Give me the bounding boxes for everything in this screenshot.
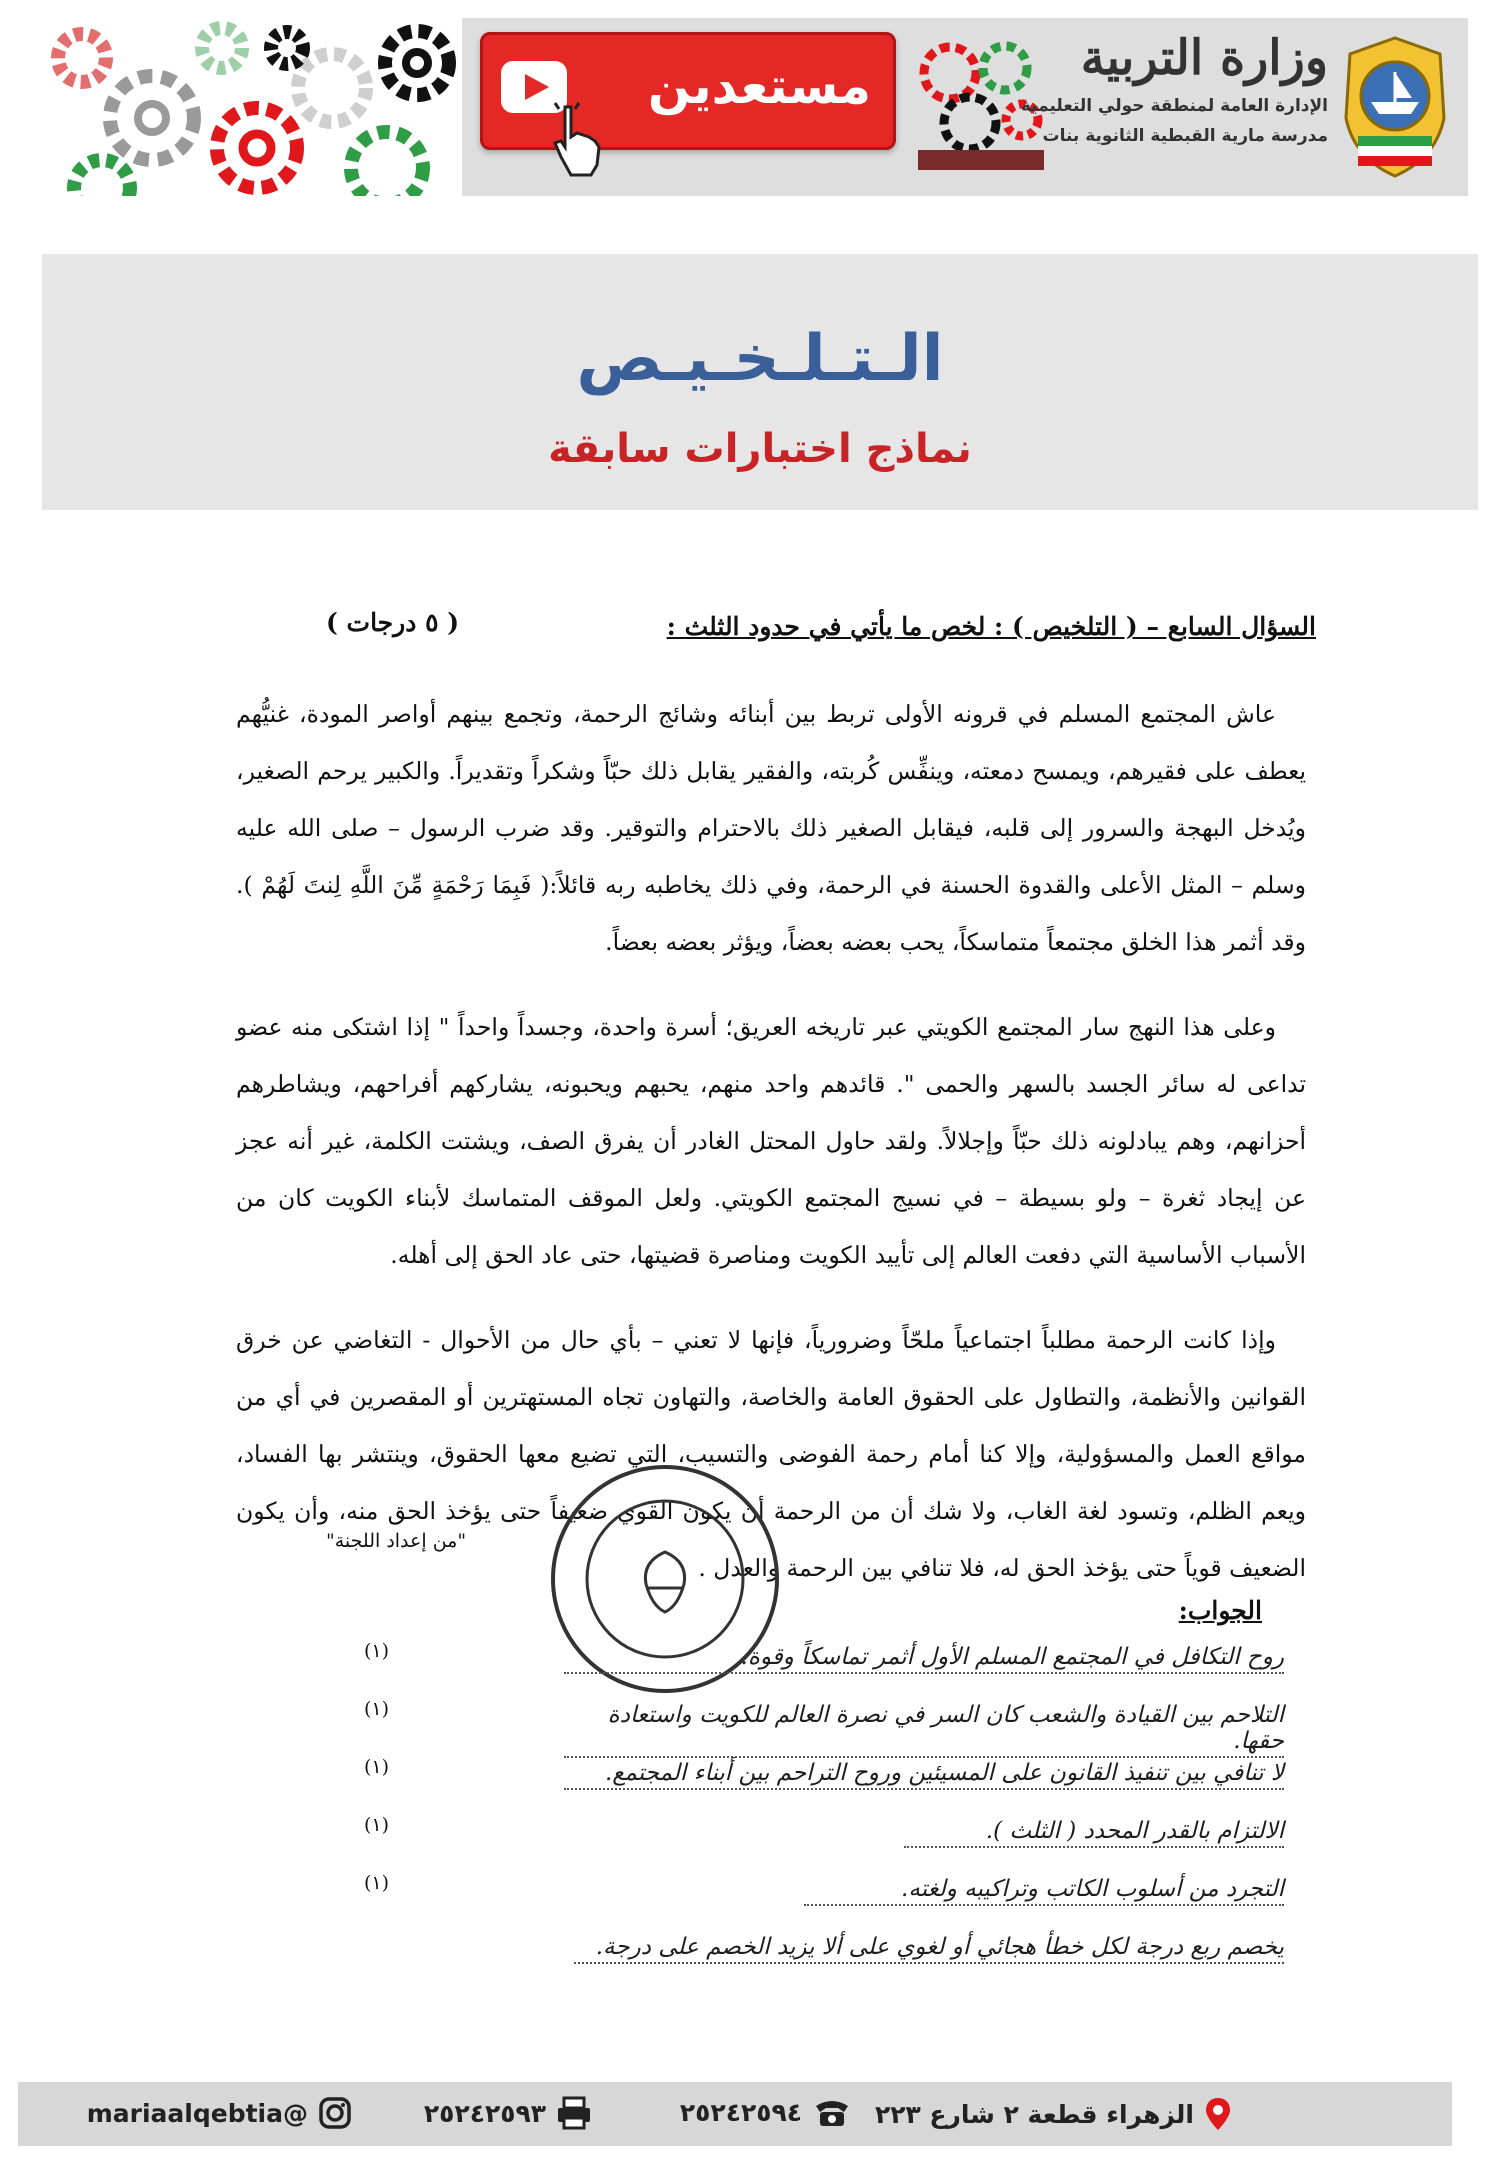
passage-paragraph: وعلى هذا النهج سار المجتمع الكويتي عبر تاريخه العريق؛ أسرة واحدة، وجسداً واحداً " إذا اشتكى منه عضو تداعى له سائر الجسد بالسهر والحمى ". قائدهم واحد منهم، يحبهم ويحبونه، يشاركهم أفراحهم، ويشاطرهم أحزانهم، وهم يبادلونه ذلك حبّاً وإجلالاً. ولقد حاول المحتل الغادر أن يفرق الصف، ويشتت الكلمة، غير أنه عجز عن إيجاد ثغرة – ولو بسيطة – في نسيج المجتمع الكويتي. ولعل الموقف المتماسك لأبناء الكويت كان من الأسباب الأساسية التي دفعت العالم إلى تأييد الكويت ومناصرة قضيتها، حتى عاد الحق إلى أهله. (236, 1013, 1306, 1269)
ministry-title: وزارة التربية (1080, 30, 1328, 86)
grading-note: يخصم ربع درجة لكل خطأ هجائي أو لغوي على ألا يزيد الخصم على درجة. (574, 1934, 1284, 1964)
answer-line: التجرد من أسلوب الكاتب وتراكيبه ولغته. (804, 1876, 1284, 1906)
footer-fax (424, 2096, 592, 2130)
ministry-line2: مدرسة مارية القبطية الثانوية بنات (1042, 126, 1328, 146)
phone-text: ٢٥٢٤٢٥٩٤ (679, 2097, 802, 2127)
address-text: الزهراء قطعة ٢ شارع ٢٢٣ (874, 2099, 1194, 2129)
passage-paragraph: عاش المجتمع المسلم في قرونه الأولى تربط بين أبنائه وشائج الرحمة، وتجمع بينهم أواصر المودة، غنيُّهم يعطف على فقيرهم، ويمسح دمعته، وينفِّس كُربته، والفقير يقابل ذلك حبّاً وشكراً وتقديراً. والكبير يرحم الصغير، ويُدخل البهجة والسرور إلى قلبه، فيقابل الصغير ذلك بالاحترام والتوقير. وقد ضرب الرسول – صلى الله عليه وسلم – المثل الأعلى والقدوة الحسنة في الرحمة، وفي ذلك يخاطبه ربه قائلاً:( فَبِمَا رَحْمَةٍ مِّنَ اللَّهِ لِنتَ لَهُمْ ). وقد أثمر هذا الخلق مجتمعاً متماسكاً، يحب بعضه بعضاً، ويؤثر بعضه بعضاً. (236, 700, 1306, 956)
footer-instagram[interactable] (87, 2096, 352, 2130)
pointer-hand-icon (545, 99, 625, 179)
answer-mark: (١) (364, 1698, 390, 1720)
fax-text: ٢٥٢٤٢٥٩٣ (423, 2098, 546, 2128)
answer-line: لا تنافي بين تنفيذ القانون على المسيئين وروح التراحم بين أبناء المجتمع. (564, 1760, 1284, 1790)
youtube-cta-button[interactable] (480, 32, 896, 150)
question-header (236, 608, 1316, 662)
passage-paragraph: وإذا كانت الرحمة مطلباً اجتماعياً ملحّاً وضرورياً، فإنها لا تعني – بأي حال من الأحوال - التغاضي عن خرق القوانين والأنظمة، والتطاول على الحقوق العامة والخاصة، والتهاون تجاه المستهترين أو المقصرين في أي من مواقع العمل والمسؤولية، وإلا كنا أمام رحمة الفوضى والتسيب، التي تضيع معها الحقوق، وينتشر بها الفساد، ويعم الظلم، وتسود لغة الغاب، ولا شك أن من الرحمة أن يكون القوي ضعيفاً حتى يؤخذ الحق منه، وأن يكون الضعيف قوياً حتى يؤخذ الحق له، فلا تنافي بين الرحمة والعدل . (236, 1326, 1306, 1582)
answer-line: التلاحم بين القيادة والشعب كان السر في نصرة العالم للكويت واستعادة حقها. (564, 1702, 1284, 1758)
footer-address (875, 2096, 1232, 2132)
gear-icon (42, 18, 462, 196)
cta-label: مستعدين (647, 57, 871, 115)
answer-line: الالتزام بالقدر المحدد ( الثلث ). (904, 1818, 1284, 1848)
answers-label: الجواب: (1178, 1596, 1262, 1625)
phone-icon (812, 2096, 852, 2128)
instagram-icon (318, 2096, 352, 2130)
kuwait-crest-icon (1336, 32, 1454, 182)
fax-icon (556, 2096, 592, 2130)
answer-mark: (١) (364, 1756, 390, 1778)
answer-mark: (١) (364, 1872, 390, 1894)
title-box (42, 254, 1478, 510)
answer-line: روح التكافل في المجتمع المسلم الأول أثمر تماسكاً وقوة. (564, 1644, 1284, 1674)
footer-bar (18, 2082, 1452, 2146)
ministry-line1: الإدارة العامة لمنطقة حولي التعليمية (1020, 96, 1328, 116)
page-title: الـتـلـخـيـص (576, 322, 944, 396)
answer-mark: (١) (364, 1814, 390, 1836)
instagram-handle[interactable]: @mariaalqebtia (86, 2098, 308, 2128)
question-title: السؤال السابع – ( التلخيص ) : لخص ما يأتي في حدود الثلث : (666, 612, 1316, 641)
location-pin-icon (1204, 2096, 1232, 2132)
question-marks: ( ٥ درجات ) (326, 608, 460, 637)
answer-mark: (١) (364, 1640, 390, 1662)
page-subtitle: نماذج اختبارات سابقة (548, 426, 972, 472)
header-banner (42, 18, 1468, 196)
source-note: "من إعداد اللجنة" (326, 1530, 467, 1552)
footer-phone (680, 2096, 852, 2128)
ministry-block (928, 26, 1328, 150)
gears-decoration (42, 18, 462, 196)
